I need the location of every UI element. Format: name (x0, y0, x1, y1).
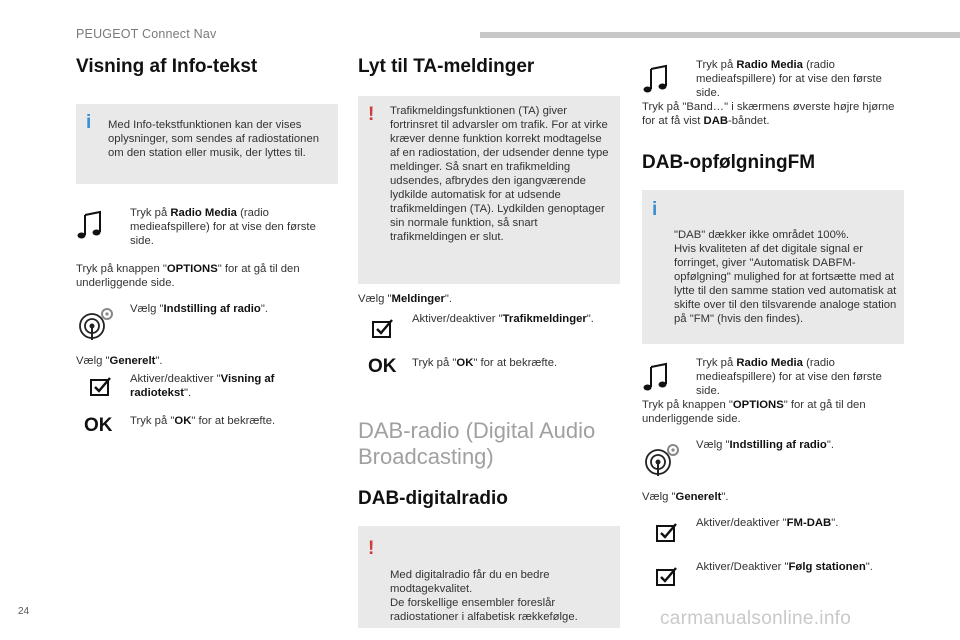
section-title-info-text: Visning af Info-tekst (76, 56, 258, 77)
step-text: Aktiver/deaktiver "Visning af radiotekst". (130, 373, 275, 399)
step-text: Aktiver/Deaktiver "Følg stationen". (696, 561, 873, 573)
paragraph-options: Tryk på knappen "OPTIONS" for at gå til den underliggende side. (642, 399, 866, 425)
warning-icon: ! (368, 104, 375, 125)
column-left (76, 52, 338, 438)
section-title-dab-fm: DAB-opfølgningFM (642, 152, 816, 173)
section-title-ta: Lyt til TA-meldinger (358, 56, 535, 77)
info-note-dab-fm (642, 190, 904, 344)
step-text: Tryk på Radio Media (radio medieafspillere) for at vise den første side. (696, 59, 882, 99)
step-text: Vælg "Indstilling af radio". (130, 303, 268, 315)
step-radio-media (76, 206, 338, 252)
info-icon: i (652, 199, 658, 220)
paragraph-general: Vælg "Generelt". (76, 355, 163, 367)
checkbox-icon (656, 522, 678, 546)
step-text: Vælg "Indstilling af radio". (696, 439, 834, 451)
step-text: Tryk på "OK" for at bekræfte. (412, 357, 558, 369)
section-title-dab-digital: DAB-digitalradio (358, 488, 508, 509)
warning-note-text: Trafikmeldingsfunktionen (TA) giver fortrinsret til advarsler om trafik. For at virke kræver denne funktion korrekt modtagelse af en radiostation, der udsender denne type meldinger. Så snart en trafikmelding udsendes, afbrydes den igangværende lydkilde automatisk for at udsende trafikmeldingen (TA). Lydkilden genoptager sin normale funktion, så snart trafikmeldingen er slut. (390, 105, 609, 243)
step-radio-media (642, 356, 904, 398)
page-number: 24 (18, 606, 30, 617)
music-note-icon (76, 210, 104, 244)
step-text: Aktiver/deaktiver "FM-DAB". (696, 517, 839, 529)
paragraph-options: Tryk på knappen "OPTIONS" for at gå til den underliggende side. (76, 263, 300, 289)
step-radio-settings (642, 438, 904, 484)
radio-settings-icon (642, 442, 682, 482)
paragraph-band: Tryk på "Band…" i skærmens øverste højre hjørne for at få vist DAB-båndet. (642, 101, 895, 127)
column-right (642, 52, 904, 590)
warning-note-dab (358, 526, 620, 628)
checkbox-icon (656, 566, 678, 590)
step-radio-media (642, 58, 904, 100)
step-confirm-ok (358, 356, 620, 396)
step-text: Aktiver/deaktiver "Trafikmeldinger". (412, 313, 594, 325)
step-text: Tryk på "OK" for at bekræfte. (130, 415, 276, 427)
info-note-text: Med Info-tekstfunktionen kan der vises oplysninger, som sendes af radiostationen om den station eller musik, der lyttes til. (108, 119, 320, 159)
info-icon: i (86, 112, 92, 133)
radio-settings-icon (76, 306, 116, 346)
paragraph-general: Vælg "Generelt". (642, 491, 729, 503)
chapter-title-dab: DAB-radio (Digital Audio Broadcasting) (358, 418, 596, 469)
music-note-icon (642, 362, 670, 396)
paragraph-meldinger: Vælg "Meldinger". (358, 293, 453, 305)
step-text: Tryk på Radio Media (radio medieafspillere) for at vise den første side. (696, 357, 882, 397)
warning-note-text: Med digitalradio får du en bedre modtagekvalitet. De forskellige ensembler foreslår radiostationer i alfabetisk rækkefølge. (390, 569, 578, 623)
step-text: Tryk på Radio Media (radio medieafspillere) for at vise den første side. (130, 207, 316, 247)
ok-icon: OK (368, 356, 397, 377)
step-toggle-fm-dab (642, 516, 904, 558)
music-note-icon (642, 64, 670, 98)
warning-icon: ! (368, 538, 375, 559)
step-radio-settings (76, 302, 338, 348)
step-toggle-traffic (358, 312, 620, 350)
info-note-text: "DAB" dækker ikke området 100%. Hvis kvaliteten af det digitale signal er forringet, giver "Automatisk DABFM-opfølgning" mulighed for at fortsætte med at lytte til den samme station ved automatisk at skifte over til den tilsvarende analoge station på "FM" (hvis den findes). (674, 229, 897, 325)
info-note (76, 104, 338, 184)
checkbox-icon (372, 318, 394, 342)
column-middle (358, 52, 620, 628)
warning-note-ta (358, 96, 620, 284)
step-confirm-ok (76, 414, 338, 438)
step-toggle-radiotext (76, 372, 338, 412)
watermark: carmanualsonline.info (660, 608, 852, 629)
step-toggle-follow-station (642, 560, 904, 590)
ok-icon: OK (84, 415, 113, 436)
checkbox-icon (90, 376, 112, 400)
running-header: PEUGEOT Connect Nav (76, 27, 217, 41)
header-rule (480, 32, 960, 38)
